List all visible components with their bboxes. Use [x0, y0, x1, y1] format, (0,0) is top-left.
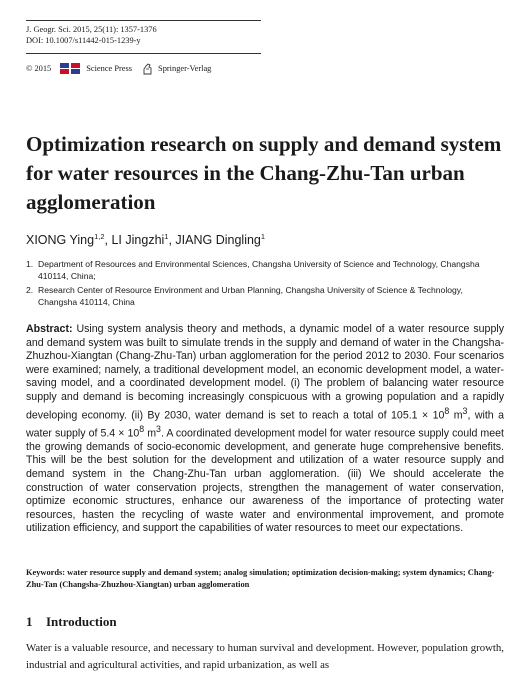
section-title: Introduction — [46, 614, 117, 629]
abstract-text: , with a water supply of 5.4 × 10 — [26, 409, 504, 440]
author-affiliation-marker: 1 — [164, 232, 169, 241]
publisher-row — [26, 62, 211, 75]
author-affiliation-marker: 1 — [260, 232, 266, 241]
keywords-label: Keywords: — [26, 568, 66, 577]
paper-title: Optimization research on supply and demand system for water resources in the Chang-Zhu-Tan urban agglomeration — [26, 132, 502, 214]
introduction-paragraph: Water is a valuable resource, and necessary to human survival and development. However, population growth, industrial and agricultural activities, and rapid urbanization, as well as — [26, 642, 504, 671]
doi: DOI: 10.1007/s11442-015-1239-y — [26, 36, 141, 45]
affiliation-text: Research Center of Resource Environment and Urban Planning, Changsha University of Science & Technology, Changsha 410114, China — [38, 285, 463, 307]
exponent: 3 — [156, 423, 161, 434]
unit: m — [449, 409, 463, 422]
copyright: © 2015 — [26, 64, 52, 73]
abstract — [26, 323, 504, 536]
author-name: LI Jingzhi — [111, 233, 165, 248]
abstract-text: Using system analysis theory and methods, a dynamic model of a water resource supply and demand system was built to simulate trends in the supply and demand of water in the Changsha-Zhuzhou-Xiangtan (Chang-Zhu-Tan) urban agglomeration for the period 2012 to 2030. Four scenarios were examined; namely, a traditional development model, an economic development model, a water-saving model, and a coordinated development model. (i) The problem of balancing water resource supply and demand is becoming increasingly conspicuous with a growing population and a rapidly developing economy. (ii) By 2030, water demand is set to reach a total of 105.1 × 10 — [26, 323, 504, 422]
publisher-science-press: Science Press — [86, 64, 133, 73]
abstract-text: . A coordinated development model for water resource supply could meet the growing demands of socio-economic development, and generate huge comprehensive benefits. This will be the best solution for the development and utilization of a water resource supply and demand system in the Chang-Zhu-Tan urban agglomeration. (iii) We should accelerate the construction of water conservation projects, strengthen the management of water conservation, optimize economic structures, enhance our awareness of the importance of protecting water resources, hasten the recycling of waste water and environmental improvement, and promote utilization efficiency, and support the capabilities of water resources to meet our expectations. — [26, 427, 504, 535]
keywords — [26, 567, 504, 590]
abstract-label: Abstract: — [26, 323, 73, 335]
section-number: 1 — [26, 614, 33, 629]
author-separator: , — [104, 233, 112, 248]
affiliation-1 — [26, 258, 504, 282]
journal-reference: J. Geogr. Sci. 2015, 25(11): 1357-1376 — [26, 25, 157, 34]
keywords-text: water resource supply and demand system; analog simulation; optimization decision-making; system dynamics; Chang-Zhu-Tan (Changsha-Zhuzhou-Xiangtan) urban agglomeration — [26, 568, 495, 589]
header-rule-top — [26, 20, 261, 21]
exponent: 3 — [462, 405, 468, 416]
author-name: XIONG Ying — [26, 233, 95, 248]
affiliation-text: Department of Resources and Environmental Sciences, Changsha University of Science and Technology, Changsha 410114, China; — [38, 259, 480, 281]
author-affiliation-marker: 1,2 — [94, 232, 105, 241]
header-rule-bottom — [26, 53, 261, 54]
science-press-logo-icon — [60, 63, 80, 74]
affiliation-number: 2. — [26, 285, 34, 295]
exponent: 8 — [444, 405, 450, 416]
springer-horse-logo-icon — [142, 63, 153, 75]
unit: m — [144, 427, 157, 440]
affiliation-number: 1. — [26, 259, 34, 269]
exponent: 8 — [139, 423, 145, 434]
publisher-springer: Springer-Verlag — [158, 64, 212, 73]
author-separator: , — [168, 233, 176, 248]
affiliation-2 — [26, 284, 504, 308]
author-name: JIANG Dingling — [175, 233, 261, 248]
section-heading — [26, 614, 117, 630]
author-list — [26, 232, 265, 247]
